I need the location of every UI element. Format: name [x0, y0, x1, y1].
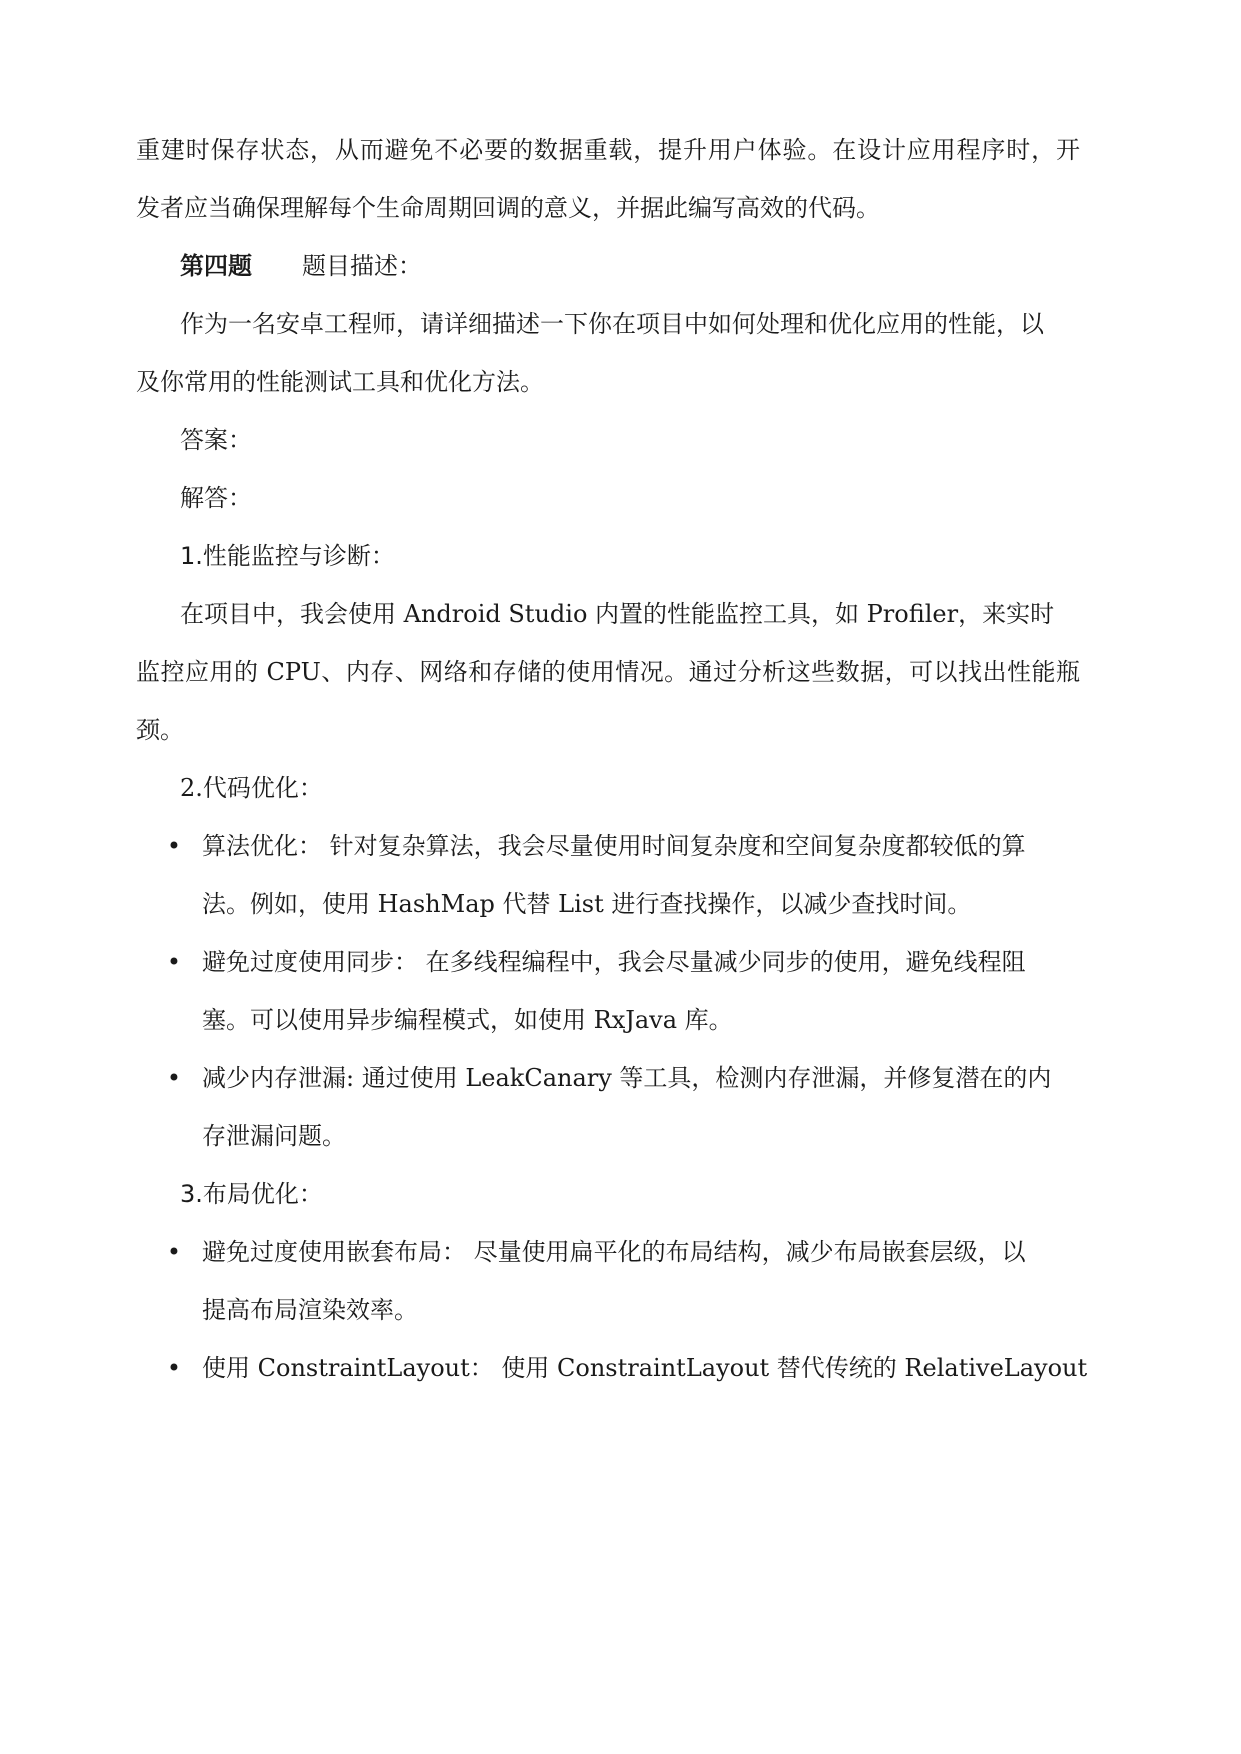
question-label: 第四题 — [180, 252, 252, 280]
section-3-title: 布局优化： — [202, 1180, 323, 1208]
bullet-2-1-line-1: 算法优化： 针对复杂算法，我会尽量使用时间复杂度和空间复杂度都较低的算 — [202, 832, 1026, 860]
answer-label: 答案： — [180, 426, 252, 454]
bullet-3-1-line-1: 避免过度使用嵌套布局： 尽量使用扁平化的布局结构，减少布局嵌套层级，以 — [202, 1238, 1026, 1266]
bullet-3-1-line-2: 提高布局渲染效率。 — [202, 1296, 418, 1324]
section-1-title: 性能监控与诊断： — [202, 542, 395, 570]
section-3-heading — [180, 1178, 323, 1210]
bullet-marker: • — [166, 1354, 182, 1382]
section-1-heading — [180, 540, 395, 572]
bullet-2-2-line-2: 塞。可以使用异步编程模式，如使用 RxJava 库。 — [202, 1006, 733, 1034]
bullet-marker: • — [166, 1064, 182, 1092]
bullet-marker: • — [166, 832, 182, 860]
bullet-2-3-line-1: 减少内存泄漏: 通过使用 LeakCanary 等工具，检测内存泄漏，并修复潜在的内 — [202, 1064, 1052, 1092]
question-desc-label: 题目描述： — [302, 252, 422, 280]
section-1-line-1: 在项目中，我会使用 Android Studio 内置的性能监控工具，如 Profiler，来实时 — [180, 600, 1055, 628]
bullet-2-1-line-2: 法。例如，使用 HashMap 代替 List 进行查找操作，以减少查找时间。 — [202, 890, 972, 918]
solution-label: 解答： — [180, 484, 252, 512]
bullet-3-2-line-1: 使用 ConstraintLayout： 使用 ConstraintLayout 替代传统的 RelativeLayout — [202, 1354, 1088, 1382]
section-1-line-2: 监控应用的 CPU、内存、网络和存储的使用情况。通过分析这些数据，可以找出性能瓶 — [136, 658, 1080, 686]
bullet-marker: • — [166, 1238, 182, 1266]
intro-line-2: 发者应当确保理解每个生命周期回调的意义，并据此编写高效的代码。 — [136, 194, 880, 222]
section-3-number: 3. — [180, 1180, 203, 1208]
section-1-number: 1. — [180, 542, 203, 570]
bullet-2-2-line-1: 避免过度使用同步： 在多线程编程中，我会尽量减少同步的使用，避免线程阻 — [202, 948, 1026, 976]
bullet-marker: • — [166, 948, 182, 976]
section-2-heading: 2.代码优化： — [180, 774, 323, 802]
bullet-2-3-line-2: 存泄漏问题。 — [202, 1122, 346, 1150]
question-line-2: 及你常用的性能测试工具和优化方法。 — [136, 368, 544, 396]
question-line-1: 作为一名安卓工程师，请详细描述一下你在项目中如何处理和优化应用的性能，以 — [180, 310, 1044, 338]
intro-line-1: 重建时保存状态，从而避免不必要的数据重载，提升用户体验。在设计应用程序时，开 — [136, 136, 1080, 164]
section-1-line-3: 颈。 — [136, 716, 184, 744]
